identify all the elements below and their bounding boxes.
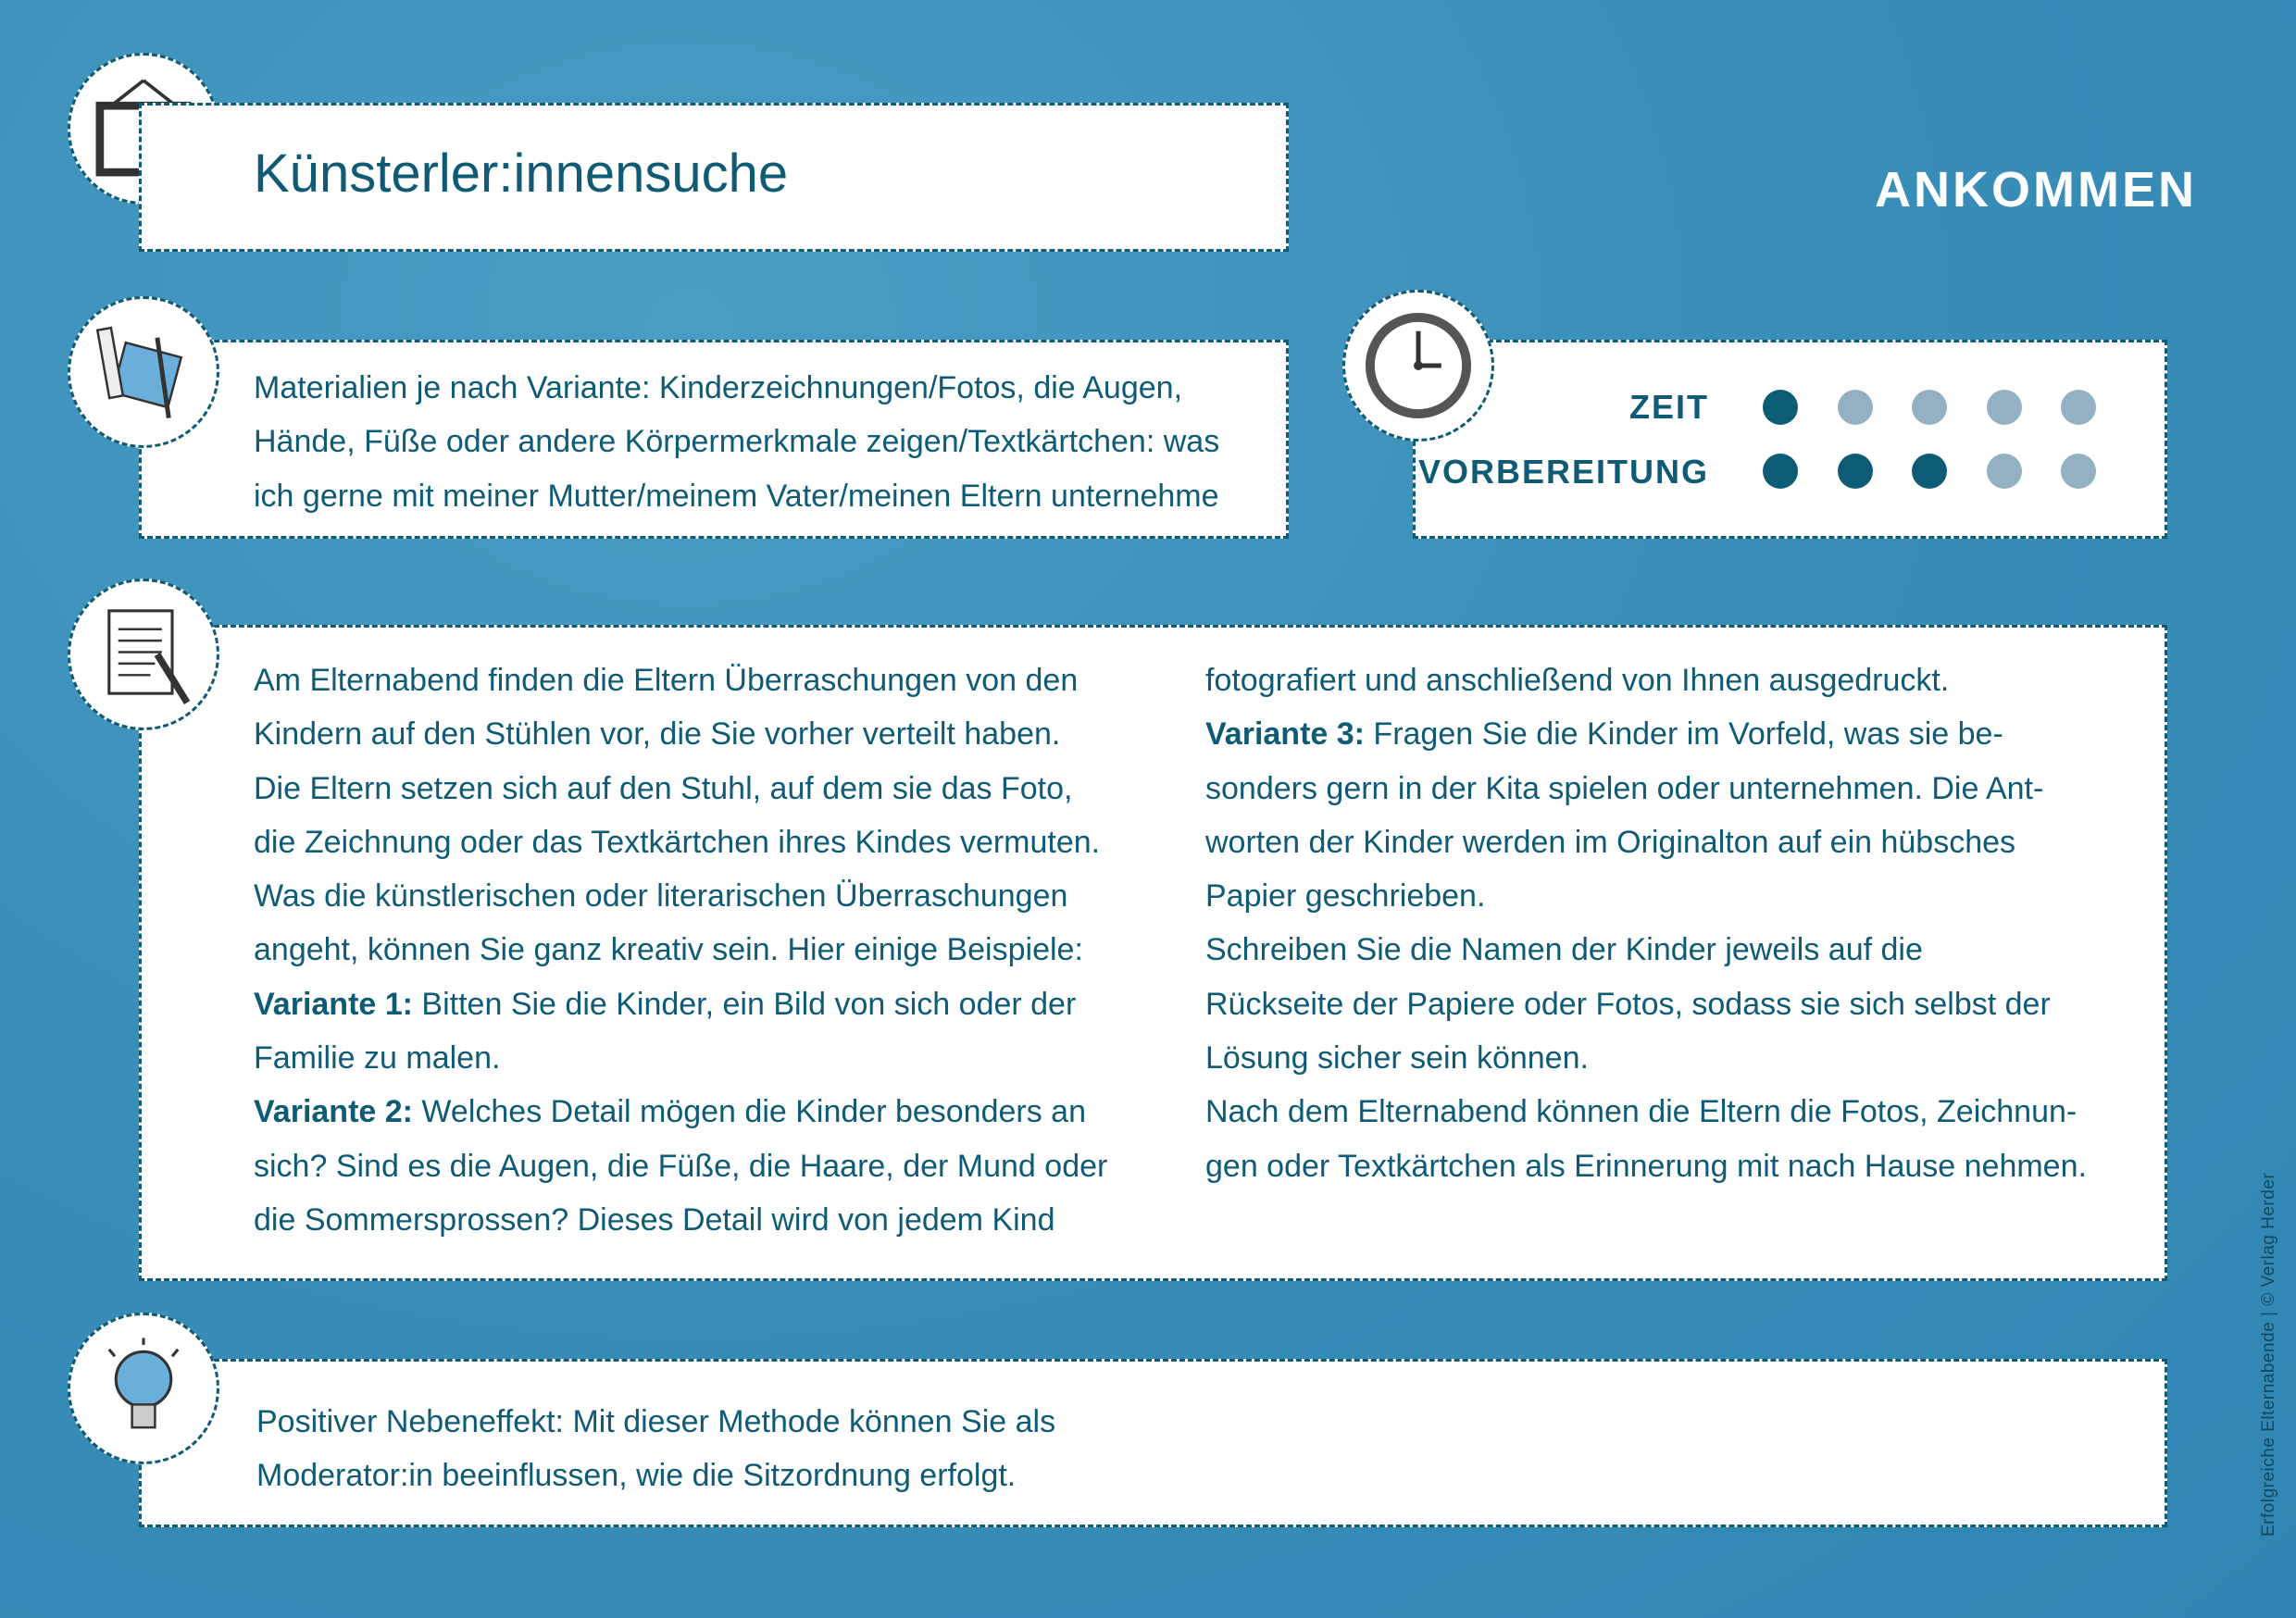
text-line: Kindern auf den Stühlen vor, die Sie vorher verteilt haben.	[254, 716, 1061, 753]
materials-line: Materialien je nach Variante: Kinderzeichnungen/Fotos, die Augen,	[254, 370, 1183, 405]
materials-line: ich gerne mit meiner Mutter/meinem Vater/meinen Eltern unternehme	[254, 478, 1219, 514]
materials-box	[139, 340, 1289, 539]
page-title: Künsterler:innensuche	[254, 143, 789, 204]
text-line: angeht, können Sie ganz kreativ sein. Hier einige Beispiele:	[254, 932, 1083, 968]
text-line: fotografiert und anschließend von Ihnen ausgedruckt.	[1205, 663, 1950, 698]
right-column	[1205, 653, 2087, 1193]
filled-rating-dot	[1912, 454, 1947, 489]
materials-icon-badge	[68, 296, 219, 448]
variant-label: Variante 1:	[254, 986, 413, 1022]
document-pencil-icon	[86, 597, 201, 712]
effort-box	[1413, 340, 2167, 539]
filled-rating-dot	[1763, 390, 1798, 425]
art-supplies-icon	[86, 315, 201, 429]
materials-line: Hände, Füße oder andere Körpermerkmale zeigen/Textkärtchen: was	[254, 424, 1220, 460]
text-line: Die Eltern setzen sich auf den Stuhl, auf dem sie das Foto,	[254, 770, 1073, 806]
clock-icon-badge	[1342, 290, 1494, 442]
filled-rating-dot	[1763, 454, 1798, 489]
variant-label: Variante 2:	[254, 1094, 413, 1130]
rating-label-zeit: ZEIT	[1629, 388, 1709, 426]
empty-rating-dot	[1912, 390, 1947, 425]
text-line: Was die künstlerischen oder literarischen Überraschungen	[254, 878, 1068, 915]
text-line: Nach dem Elternabend können die Eltern die Fotos, Zeichnun-	[1205, 1094, 2078, 1130]
text-line: Variante 3: Fragen Sie die Kinder im Vorfeld, was sie be-	[1205, 716, 2003, 753]
text-line: Variante 2: Welches Detail mögen die Kinder besonders an	[254, 1094, 1086, 1130]
empty-rating-dot	[1987, 390, 2022, 425]
text-line: Am Elternabend finden die Eltern Überraschungen von den	[254, 663, 1079, 698]
tip-line: Moderator:in beeinflussen, wie die Sitzordnung erfolgt.	[256, 1458, 1017, 1494]
text-line: sonders gern in der Kita spielen oder unternehmen. Die Ant-	[1205, 770, 2044, 806]
text-line: gen oder Textkärtchen als Erinnerung mit nach Hause nehmen.	[1205, 1148, 2087, 1184]
tip-box	[139, 1359, 2167, 1527]
variant-label: Variante 3:	[1205, 716, 1365, 753]
text-line: Rückseite der Papiere oder Fotos, sodass sie sich selbst der	[1205, 986, 2051, 1022]
empty-rating-dot	[1838, 390, 1873, 425]
rating-label-vorbereitung: VORBEREITUNG	[1417, 453, 1709, 491]
text-line: Familie zu malen.	[254, 1040, 501, 1077]
empty-rating-dot	[2061, 390, 2096, 425]
text-line: die Zeichnung oder das Textkärtchen ihres Kindes vermuten.	[254, 824, 1101, 860]
text-line: Schreiben Sie die Namen der Kinder jeweils auf die	[1205, 932, 1923, 968]
text-line: Papier geschrieben.	[1205, 878, 1486, 915]
notes-icon-badge	[68, 579, 219, 730]
text-line: worten der Kinder werden im Originalton auf ein hübsches	[1205, 824, 2016, 860]
title-box	[139, 103, 1289, 252]
lightbulb-icon	[86, 1331, 201, 1446]
left-column	[254, 653, 1107, 1247]
clock-icon	[1361, 308, 1476, 423]
text-line: Lösung sicher sein können.	[1205, 1040, 1589, 1077]
text-line: sich? Sind es die Augen, die Füße, die Haare, der Mund oder	[254, 1148, 1108, 1184]
description-box	[139, 625, 2167, 1281]
tip-icon-badge	[68, 1313, 219, 1464]
tip-line: Positiver Nebeneffekt: Mit dieser Methode können Sie als	[256, 1404, 1056, 1439]
text-line: Variante 1: Bitten Sie die Kinder, ein Bild von sich oder der	[254, 986, 1077, 1022]
filled-rating-dot	[1838, 454, 1873, 489]
section-label: ANKOMMEN	[1875, 162, 2197, 218]
empty-rating-dot	[2061, 454, 2096, 489]
footer-credit: Erfolgreiche Elternabende | © Verlag Herder	[2259, 1172, 2278, 1537]
empty-rating-dot	[1987, 454, 2022, 489]
text-line: die Sommersprossen? Dieses Detail wird von jedem Kind	[254, 1201, 1055, 1238]
